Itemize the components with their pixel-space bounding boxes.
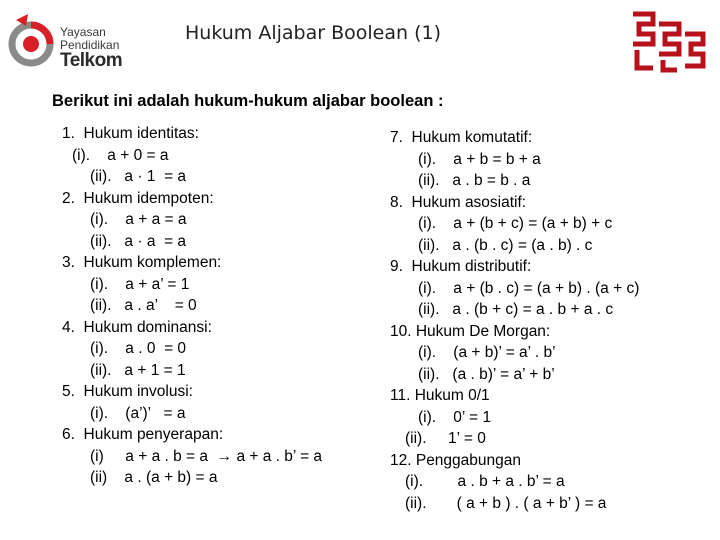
law-item: (ii). a . b = b . a (418, 172, 531, 189)
slide-title: Hukum Aljabar Boolean (1) (185, 22, 441, 44)
logo-text (60, 26, 122, 71)
law-heading: 5. Hukum involusi: (62, 383, 193, 400)
law-item: (i). (a + b)’ = a’ . b’ (418, 344, 556, 361)
law-item: (ii). a . (b + c) = a . b + a . c (418, 301, 614, 318)
law-item: (i) a + a . b = a → a + a . b’ = a (90, 447, 323, 465)
law-item: (i). a + a = a (90, 211, 187, 228)
law-item: (i). a + (b . c) = (a + b) . (a + c) (418, 279, 640, 297)
law-heading: 11. Hukum 0/1 (390, 387, 490, 404)
law-item: (ii). (a . b)’ = a’ + b’ (418, 365, 555, 383)
intro-text: Berikut ini adalah hukum-hukum aljabar boolean : (52, 92, 444, 110)
law-heading: 9. Hukum distributif: (390, 258, 532, 275)
telkom-emblem-icon (6, 12, 58, 68)
law-item: (ii). a . a’ = 0 (90, 297, 197, 314)
law-heading: 8. Hukum asosiatif: (390, 193, 527, 211)
logo-line-3: Telkom (60, 50, 123, 72)
law-heading: 10. Hukum De Morgan: (390, 322, 551, 340)
law-item: (i). a . 0 = 0 (90, 340, 187, 357)
law-heading: 7. Hukum komutatif: (390, 129, 533, 146)
logo-line-1: Yayasan (60, 25, 106, 39)
law-item: (i). a + (b + c) = (a + b) + c (418, 215, 613, 232)
law-item: (i). a + a’ = 1 (90, 275, 190, 293)
laws-left-column (62, 123, 322, 489)
law-item: (i). a + 0 = a (72, 146, 169, 164)
law-item: (ii) a . (a + b) = a (90, 469, 218, 486)
institution-mark-icon (627, 6, 707, 76)
law-item: (i). a . b + a . b’ = a (405, 473, 565, 490)
laws-right-column (390, 127, 639, 514)
logo-line-2: Pendidikan (60, 37, 120, 52)
law-item: (ii). a + 1 = 1 (90, 361, 186, 379)
law-item: (ii). a · a = a (90, 232, 187, 250)
law-item: (i). 0’ = 1 (418, 408, 492, 426)
law-heading: 4. Hukum dominansi: (62, 318, 212, 336)
law-item: (ii). ( a + b ) . ( a + b’ ) = a (405, 494, 607, 512)
law-heading: 2. Hukum idempoten: (62, 189, 214, 207)
law-item: (ii). 1’ = 0 (405, 430, 486, 447)
law-item: (ii). a · 1 = a (90, 168, 187, 185)
law-item: (ii). a . (b . c) = (a . b) . c (418, 236, 593, 254)
yayasan-pendidikan-telkom-logo (6, 12, 136, 70)
law-heading: 1. Hukum identitas: (62, 125, 199, 142)
law-item: (i). (a’)’ = a (90, 404, 186, 422)
law-heading: 12. Penggabungan (390, 451, 522, 469)
law-item: (i). a + b = b + a (418, 150, 541, 168)
law-heading: 3. Hukum komplemen: (62, 254, 222, 271)
law-heading: 6. Hukum penyerapan: (62, 426, 224, 443)
